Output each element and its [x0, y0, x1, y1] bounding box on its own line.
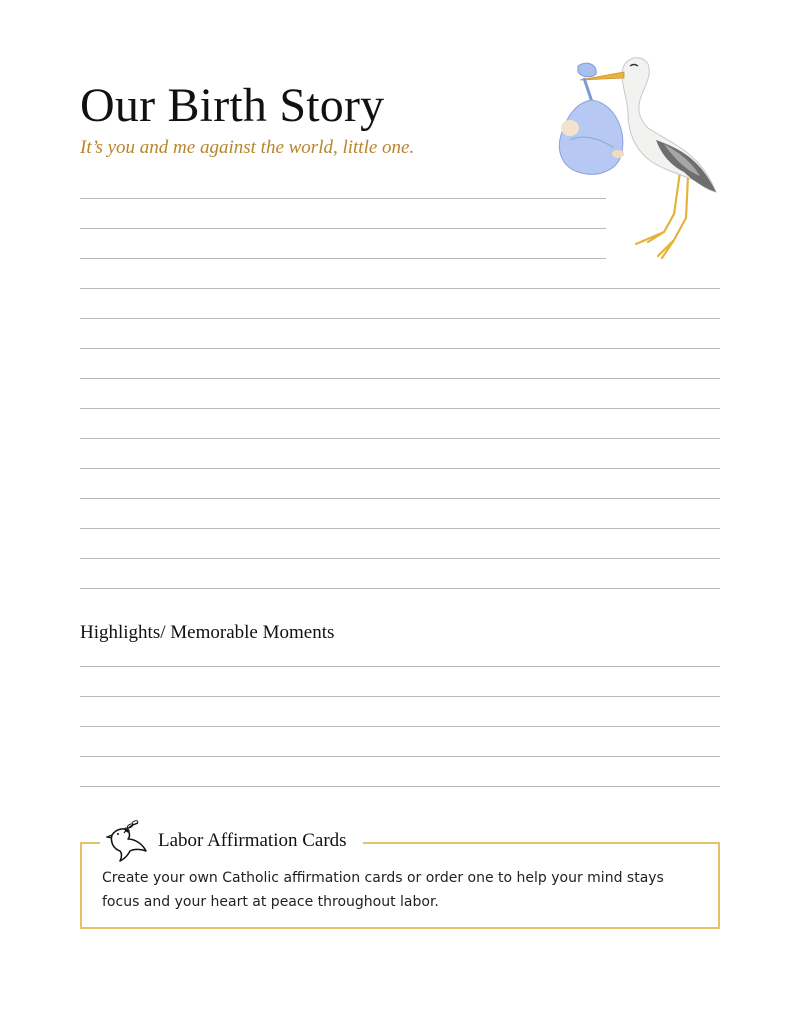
- highlights-line: [80, 666, 720, 667]
- affirmation-card-header: [100, 815, 363, 867]
- writing-line: [80, 408, 720, 409]
- page-title: Our Birth Story: [80, 79, 385, 132]
- writing-line: [80, 228, 606, 229]
- stork-carrying-baby-icon: [552, 44, 728, 264]
- highlights-line: [80, 786, 720, 787]
- writing-line: [80, 588, 720, 589]
- affirmation-card-body: Create your own Catholic affirmation cards or order one to help your mind stays focus and your heart at peace throughout labor.: [102, 870, 664, 910]
- writing-line: [80, 318, 720, 319]
- writing-line: [80, 498, 720, 499]
- writing-line: [80, 438, 720, 439]
- highlights-line: [80, 756, 720, 757]
- highlights-heading: Highlights/ Memorable Moments: [80, 622, 335, 643]
- affirmation-card-title: Labor Affirmation Cards: [158, 830, 347, 851]
- writing-line: [80, 528, 720, 529]
- highlights-line: [80, 696, 720, 697]
- writing-line: [80, 558, 720, 559]
- writing-line: [80, 198, 606, 199]
- writing-line: [80, 348, 720, 349]
- dove-with-olive-branch-icon: [106, 819, 152, 863]
- writing-line: [80, 288, 720, 289]
- writing-line: [80, 468, 720, 469]
- writing-line: [80, 378, 720, 379]
- writing-line: [80, 258, 606, 259]
- page-subtitle: It’s you and me against the world, little one.: [80, 137, 415, 158]
- highlights-line: [80, 726, 720, 727]
